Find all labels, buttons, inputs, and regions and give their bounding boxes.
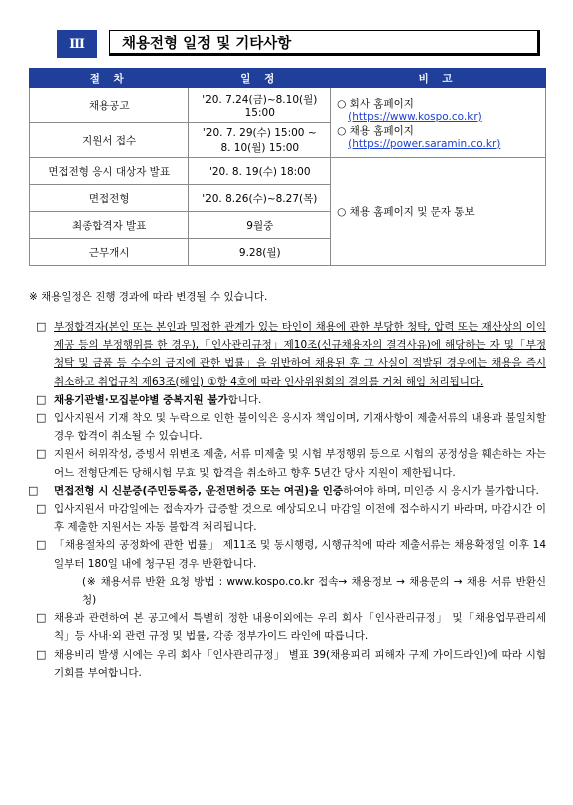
schedule-footnote: ※ 채용일정은 진행 경과에 따라 변경될 수 있습니다. — [29, 291, 268, 303]
date-cell: 9월중 — [189, 212, 331, 239]
date-cell: '20. 7.24(금)~8.10(월) 15:00 — [189, 88, 331, 123]
note-cell-sites — [331, 88, 546, 158]
list-item — [28, 482, 546, 500]
date-cell: 9.28(월) — [189, 239, 331, 266]
list-item — [36, 409, 546, 445]
notice-list — [28, 318, 546, 682]
list-item — [36, 318, 546, 391]
list-item-text: 하여야 하며, 미인증 시 응시가 불가합니다. — [343, 484, 539, 497]
section-number: Ⅲ — [57, 30, 97, 58]
checkbox-marker: □ — [36, 447, 47, 461]
list-item — [36, 391, 546, 409]
list-item-bold-text: 채용기관별·모집분야별 중복지원 불가 — [54, 393, 228, 406]
column-header-step: 절 차 — [30, 69, 189, 88]
recruit-homepage-label: ○ 채용 홈페이지 — [337, 124, 414, 137]
checkbox-marker: □ — [36, 647, 47, 661]
date-cell: '20. 8. 19(수) 18:00 — [189, 158, 331, 185]
checkbox-marker: □ — [28, 483, 39, 497]
section-header — [57, 30, 542, 58]
table-row — [30, 158, 546, 185]
step-cell: 채용공고 — [30, 88, 189, 123]
checkbox-marker: □ — [36, 502, 47, 516]
company-homepage-label: ○ 회사 홈페이지 — [337, 97, 414, 110]
checkbox-marker: □ — [36, 611, 47, 625]
list-item-text: 입사지원서 기재 착오 및 누락으로 인한 불이익은 응시자 책임이며, 기재사항이 제출서류의 내용과 불일치할 경우 합격이 취소될 수 있습니다. — [54, 412, 546, 443]
step-cell: 지원서 접수 — [30, 123, 189, 158]
list-item — [36, 536, 546, 609]
date-cell: '20. 7. 29(수) 15:00 ~ 8. 10(월) 15:00 — [189, 123, 331, 158]
list-item — [36, 646, 546, 682]
list-item — [36, 609, 546, 645]
date-cell: '20. 8.26(수)~8.27(목) — [189, 185, 331, 212]
list-item-text: 지원서 허위작성, 증빙서 위변조 제출, 서류 미제출 및 시험 부정행위 등으로 시험의 공정성을 훼손하는 자는 어느 전형단계든 당해시험 무효 및 합격을 취소하고 향후 5년간 당사 지원이 제한됩니다. — [54, 448, 546, 479]
schedule-header-row — [30, 69, 546, 88]
step-cell: 최종합격자 발표 — [30, 212, 189, 239]
step-cell: 근무개시 — [30, 239, 189, 266]
schedule-table — [29, 68, 546, 266]
checkbox-marker: □ — [36, 392, 47, 406]
checkbox-marker: □ — [36, 538, 47, 552]
list-item-text: 채용과 관련하여 본 공고에서 특별히 정한 내용이외에는 우리 회사「인사관리규정」 및「채용업무관리세칙」등 사내·외 관련 규정 및 법률, 각종 정부가이드 라인에 따릅니다. — [54, 612, 546, 643]
step-cell: 면접전형 — [30, 185, 189, 212]
section-title: 채용전형 일정 및 기타사항 — [109, 30, 540, 56]
recruit-homepage-link[interactable]: (https://power.saramin.co.kr) — [348, 137, 501, 150]
list-item-subnote: (※ 채용서류 반환 요청 방법 : www.kospo.co.kr 접속→ 채용정보 → 채용문의 → 채용 서류 반환신청) — [82, 575, 546, 607]
checkbox-marker: □ — [36, 320, 47, 333]
company-homepage-link[interactable]: (https://www.kospo.co.kr) — [348, 110, 482, 123]
note-cell-notify: ○ 채용 홈페이지 및 문자 통보 — [331, 158, 546, 266]
list-item-bold-text: 면접전형 시 신분증(주민등록증, 운전면허증 또는 여권)을 인증 — [54, 484, 344, 497]
list-item-text: 입사지원서 마감일에는 접속자가 급증할 것으로 예상되오니 마감일 이전에 접수하시기 바라며, 마감시간 이후 제출한 지원서는 자동 불합격 처리됩니다. — [54, 503, 546, 534]
list-item-text: 채용비리 발생 시에는 우리 회사「인사관리규정」 별표 39(채용피리 피해자 구제 가이드라인)에 따라 시험기회를 부여합니다. — [54, 648, 546, 679]
table-row — [30, 88, 546, 123]
list-item — [36, 445, 546, 481]
step-cell: 면접전형 응시 대상자 발표 — [30, 158, 189, 185]
list-item-text: 「채용절차의 공정화에 관한 법률」 제11조 및 동시행령, 시행규칙에 따라 제출서류는 채용확정일 이후 14일부터 180일 내에 청구된 경우 반환합니다. — [54, 539, 546, 570]
list-item-text: 합니다. — [227, 393, 262, 406]
column-header-date: 일 정 — [189, 69, 331, 88]
list-item — [36, 500, 546, 536]
checkbox-marker: □ — [36, 411, 47, 425]
column-header-note: 비 고 — [331, 69, 546, 88]
list-item-text: 부정합격자(본인 또는 본인과 밀접한 관계가 있는 타인이 채용에 관한 부당한 청탁, 압력 또는 재산상의 이익 제공 등의 부정행위를 한 경우),「인사관리규정」제10조(신규채용자의 결격사유)에 해당하는 자 및「부정청탁 및 금품 등 수수의 금지에 관한 법률」을 위반하여 채용된 후 그 사실이 적발된 경우에는 채용을 즉시 취소하고 취업규칙 제63조(해임) ①항 4호에 따라 인사위원회의 결의를 거쳐 해임 처리됩니다. — [54, 321, 546, 388]
